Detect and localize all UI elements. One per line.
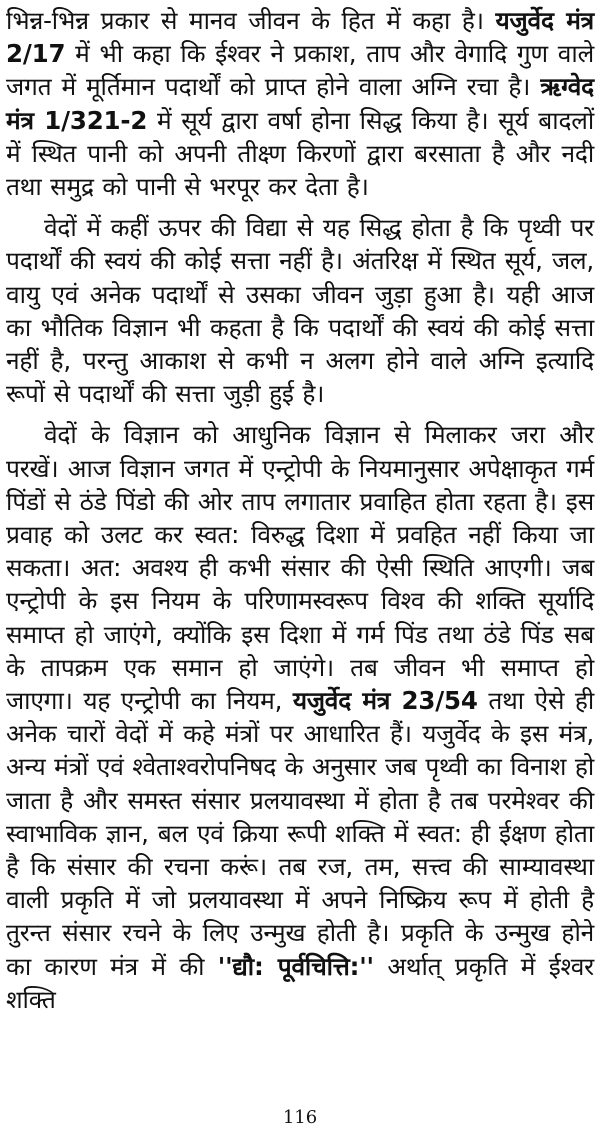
text-segment: भिन्न-भिन्न प्रकार से मानव जीवन के हित में कहा है। bbox=[6, 6, 496, 35]
text-segment: तथा ऐसे ही अनेक चारों वेदों में कहे मंत्रों पर आधारित हैं। यजुर्वेद के इस मंत्र, अन्य मंत्रों एवं श्वेताश्वरोपनिषद के अनुसार जब पृथ्वी का विनाश हो जाता है और समस्त संसार प्रलयावस्था में होता है तब परमेश्वर की स्वाभाविक ज्ञान, बल एवं क्रिया रूपी शक्ति में स्वत: ही ईक्षण होता है कि संसार की रचना करूं। तब रज, तम, सत्त्व की साम्यावस्था वाली प्रकृति में जो प्रलयावस्था में अपने निष्क्रिय रूप में होती है तुरन्त संसार रचने के लिए उन्मुख होती है। प्रकृति के उन्मुख होने का कारण मंत्र में की bbox=[6, 686, 594, 981]
scripture-reference: यजुर्वेद मंत्र 23/54 bbox=[292, 686, 478, 716]
text-segment: में भी कहा कि ईश्वर ने प्रकाश, ताप और वेगादि गुण वाले जगत में मूर्तिमान पदार्थों को प्राप्त होने वाला अग्नि रचा है। bbox=[6, 39, 594, 102]
text-segment: में सूर्य द्वारा वर्षा होना सिद्ध किया है। सूर्य बादलों में स्थित पानी को अपनी तीक्ष्ण किरणों द्वारा बरसाता है और नदी तथा समुद्र को पानी से भरपूर कर देता है। bbox=[6, 105, 595, 202]
paragraph-2 bbox=[6, 211, 594, 410]
scripture-reference: यजुर्वेद मंत्र 2/17 bbox=[6, 6, 594, 69]
text-segment: अर्थात् प्रकृति में ईश्वर शक्ति bbox=[6, 951, 595, 1014]
scripture-reference: ऋग्वेद मंत्र 1/321-2 bbox=[6, 72, 594, 135]
text-segment: वेदों के विज्ञान को आधुनिक विज्ञान से मिलाकर जरा और परखें। आज विज्ञान जगत में एन्ट्रोपी के नियमानुसार अपेक्षाकृत गर्म पिंडों से ठंडे पिंडो की ओर ताप लगातार प्रवाहित होता रहता है। इस प्रवाह को उलट कर स्वत: विरुद्ध दिशा में प्रवहित नहीं किया जा सकता। अत: अवश्य ही कभी संसार की ऐसी स्थिति आएगी। जब एन्ट्रोपी के इस नियम के परिणामस्वरूप विश्व की शक्ति सूर्यादि समाप्त हो जाएंगे, क्योंकि इस दिशा में गर्म पिंड तथा ठंडे पिंड सब के तापक्रम एक समान हो जाएंगे। तब जीवन भी समाप्त हो जाएगा। यह एन्ट्रोपी का नियम, bbox=[6, 420, 594, 716]
paragraph-3 bbox=[6, 418, 594, 1016]
paragraph-1 bbox=[6, 4, 594, 203]
page-number: 116 bbox=[282, 1107, 318, 1128]
quoted-term: ''द्यौ: पूर्वचित्ति:'' bbox=[217, 951, 374, 981]
text-segment: वेदों में कहीं ऊपर की विद्या से यह सिद्ध होता है कि पृथ्वी पर पदार्थों की स्वयं की कोई सत्ता नहीं है। अंतरिक्ष में स्थित सूर्य, जल, वायु एवं अनेक पदार्थों से उसका जीवन जुड़ा हुआ है। यही आज का भौतिक विज्ञान भी कहता है कि पदार्थों की स्वयं की कोई सत्ता नहीं है, परन्तु आकाश से कभी न अलग होने वाले अग्नि इत्यादि रूपों से पदार्थों की सत्ता जुड़ी हुई है। bbox=[6, 213, 594, 409]
